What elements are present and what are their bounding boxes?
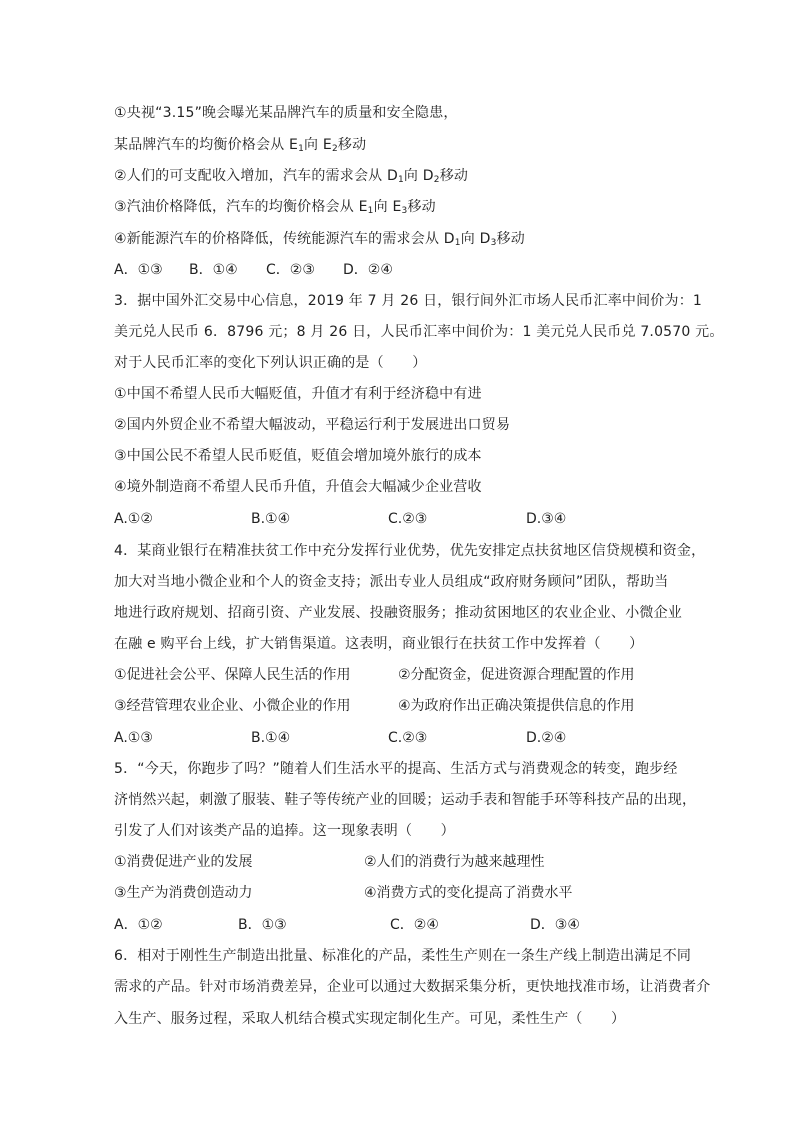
q3-option-c[interactable]: C.②③ <box>388 511 428 527</box>
q3-option-a[interactable]: A.①② <box>114 511 153 527</box>
q3-statement-2: ②国内外贸企业不希望大幅波动，平稳运行利于发展进出口贸易 <box>114 417 511 433</box>
q4-option-a[interactable]: A.①③ <box>114 730 153 746</box>
q6-stem-line-2: 需求的产品。针对市场消费差异，企业可以通过大数据采集分析，更快地找准市场，让消费者介 <box>114 979 711 995</box>
q4-option-c[interactable]: C.②③ <box>388 730 428 746</box>
q4-stem-line-2: 加大对当地小微企业和个人的资金支持；派出专业人员组成“政府财务顾问”团队，帮助当 <box>114 574 669 590</box>
q2-statement-4: ④新能源汽车的价格降低，传统能源汽车的需求会从 $D_1$向 $D_3$移动 <box>114 231 525 248</box>
q4-stem-line-1: 4．某商业银行在精准扶贫工作中充分发挥行业优势，优先安排定点扶贫地区信贷规模和资金， <box>114 543 706 559</box>
q5-statement-4: ④消费方式的变化提高了消费水平 <box>364 885 573 901</box>
q4-option-d[interactable]: D.②④ <box>526 730 567 746</box>
q3-statement-3: ③中国公民不希望人民币贬值，贬值会增加境外旅行的成本 <box>114 448 482 464</box>
q5-statement-3: ③生产为消费创造动力 <box>114 885 253 901</box>
q4-statement-4: ④为政府作出正确决策提供信息的作用 <box>398 698 635 714</box>
q2-statement-1a: ①央视“3.15”晚会曝光某品牌汽车的质量和安全隐患， <box>114 105 458 121</box>
q2-option-a[interactable]: A．①③ <box>114 262 163 278</box>
q3-stem-line-3: 对于人民币汇率的变化下列认识正确的是（ ） <box>114 355 427 371</box>
q5-stem-line-2: 济悄然兴起，刺激了服装、鞋子等传统产业的回暖；运动手表和智能手环等科技产品的出现， <box>114 792 697 808</box>
q5-option-a[interactable]: A．①② <box>114 917 163 933</box>
q2-statement-3: ③汽油价格降低，汽车的均衡价格会从 $E_1$向 $E_3$移动 <box>114 199 436 216</box>
q3-statement-4: ④境外制造商不希望人民币升值，升值会大幅减少企业营收 <box>114 479 482 495</box>
q2-option-d[interactable]: D．②④ <box>343 262 393 278</box>
q4-statement-2: ②分配资金，促进资源合理配置的作用 <box>398 667 635 683</box>
q3-statement-1: ①中国不希望人民币大幅贬值，升值才有利于经济稳中有进 <box>114 386 482 402</box>
q4-stem-line-3: 地进行政府规划、招商引资、产业发展、投融资服务；推动贫困地区的农业企业、小微企业 <box>114 605 682 621</box>
q3-option-d[interactable]: D.③④ <box>526 511 567 527</box>
q5-option-c[interactable]: C．②④ <box>390 917 439 933</box>
q5-stem-line-3: 引发了人们对该类产品的追捧。这一现象表明（ ） <box>114 823 455 839</box>
q3-stem-line-1: 3．据中国外汇交易中心信息，2019 年 7 月 26 日，银行间外汇市场人民币汇率中间价为：1 <box>114 293 703 309</box>
q4-statement-1: ①促进社会公平、保障人民生活的作用 <box>114 667 351 683</box>
q2-option-c[interactable]: C．②③ <box>266 262 315 278</box>
q5-statement-2: ②人们的消费行为越来越理性 <box>364 854 545 870</box>
q4-statement-3: ③经营管理农业企业、小微企业的作用 <box>114 698 351 714</box>
q5-statement-1: ①消费促进产业的发展 <box>114 854 253 870</box>
q4-stem-line-4: 在融 e 购平台上线，扩大销售渠道。这表明，商业银行在扶贫工作中发挥着（ ） <box>114 636 644 652</box>
q2-statement-1b: 某品牌汽车的均衡价格会从 $E_1$向 $E_2$移动 <box>114 137 367 154</box>
q5-stem-line-1: 5．“今天，你跑步了吗？”随着人们生活水平的提高、生活方式与消费观念的转变，跑步经 <box>114 761 678 777</box>
q4-option-b[interactable]: B.①④ <box>251 730 291 746</box>
q2-statement-2: ②人们的可支配收入增加，汽车的需求会从 $D_1$向 $D_2$移动 <box>114 168 469 185</box>
q3-stem-line-2: 美元兑人民币 6．8796 元；8 月 26 日，人民币汇率中间价为：1 美元兑人民币兑 7.0570 元。 <box>114 324 724 340</box>
q6-stem-line-1: 6．相对于刚性生产制造出批量、标准化的产品，柔性生产则在一条生产线上制造出满足不同 <box>114 948 692 964</box>
q2-option-b[interactable]: B．①④ <box>189 262 238 278</box>
q5-option-b[interactable]: B．①③ <box>238 917 287 933</box>
q6-stem-line-3: 入生产、服务过程，采取人机结合模式实现定制化生产。可见，柔性生产（ ） <box>114 1011 626 1027</box>
q5-option-d[interactable]: D．③④ <box>530 917 580 933</box>
q3-option-b[interactable]: B.①④ <box>251 511 291 527</box>
